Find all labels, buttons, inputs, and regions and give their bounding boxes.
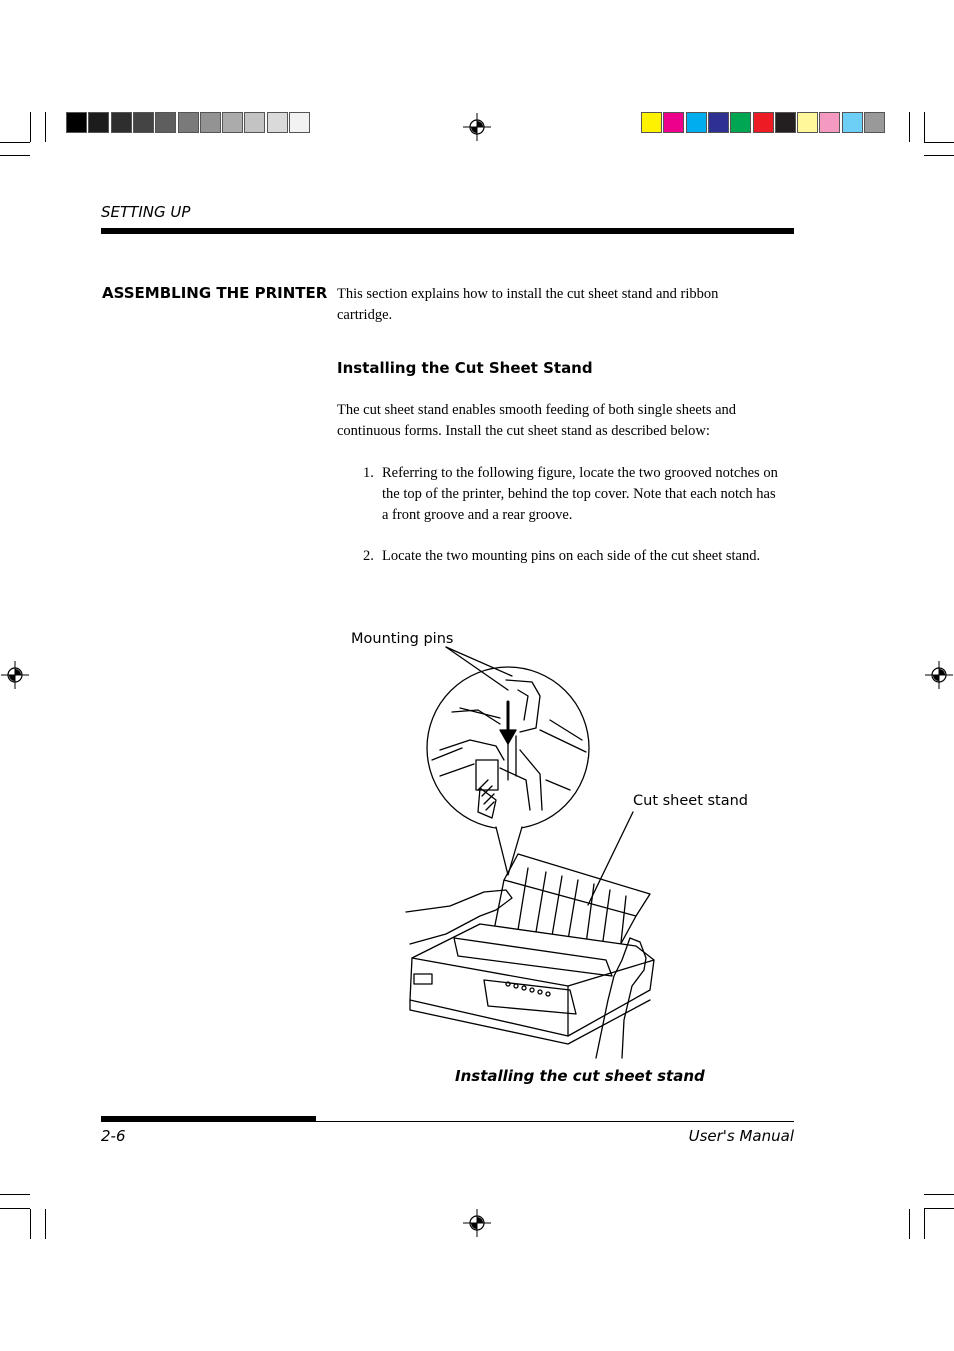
registration-target-icon [463,1209,491,1237]
color-swatch [267,112,288,133]
crop-mark [924,142,954,143]
registration-target-icon [925,661,953,689]
step-text: Referring to the following figure, locate the two grooved notches on the top of the printer, behind the top cover. Note that each notch has a front groove and a rear groove. [382,465,778,523]
crop-mark [30,112,31,142]
subsection-paragraph: The cut sheet stand enables smooth feeding of both single sheets and continuous forms. Install the cut sheet stand as described below: [337,402,737,439]
footer-title: User's Manual [688,1127,794,1145]
list-item [363,463,783,526]
step-number: 2. [363,548,374,564]
color-swatch [686,112,707,133]
step-text: Locate the two mounting pins on each side of the cut sheet stand. [382,548,761,564]
crop-mark [0,142,30,143]
color-swatch [200,112,221,133]
color-swatch [842,112,863,133]
color-swatch [641,112,662,133]
color-swatch [797,112,818,133]
color-swatch [66,112,87,133]
crop-mark [924,155,954,156]
color-swatch [155,112,176,133]
registration-target-icon [463,113,491,141]
step-number: 1. [363,465,374,481]
color-swatch [111,112,132,133]
color-swatch [819,112,840,133]
crop-mark [0,1194,30,1195]
figure-caption: Installing the cut sheet stand [455,1067,705,1085]
page-number: 2-6 [101,1127,126,1145]
section-intro: This section explains how to install the cut sheet stand and ribbon cartridge. [337,286,719,323]
color-swatch [708,112,729,133]
label-cut-sheet-stand: Cut sheet stand [633,793,749,809]
crop-mark [924,112,925,142]
crop-mark [45,1209,46,1239]
subsection-title: Installing the Cut Sheet Stand [337,359,593,377]
list-item [363,546,783,588]
color-swatch [775,112,796,133]
crop-mark [924,1208,954,1209]
color-swatch [864,112,885,133]
color-swatch [244,112,265,133]
footer-rule-thick [101,1116,316,1122]
color-swatch [178,112,199,133]
crop-mark [45,112,46,142]
color-swatch [88,112,109,133]
crop-mark [30,1209,31,1239]
color-swatch [753,112,774,133]
registration-target-icon [1,661,29,689]
color-swatch [663,112,684,133]
crop-mark [924,1209,925,1239]
section-title: ASSEMBLING THE PRINTER [102,284,328,302]
crop-mark [909,1209,910,1239]
color-swatch [222,112,243,133]
crop-mark [924,1194,954,1195]
color-swatch [730,112,751,133]
header-rule [101,228,794,234]
color-swatch [289,112,310,133]
printer-illustration [400,640,670,1060]
label-mounting-pins: Mounting pins [351,631,454,647]
running-header: SETTING UP [101,203,191,221]
color-swatch [133,112,154,133]
crop-mark [909,112,910,142]
crop-mark [0,155,30,156]
crop-mark [0,1208,30,1209]
